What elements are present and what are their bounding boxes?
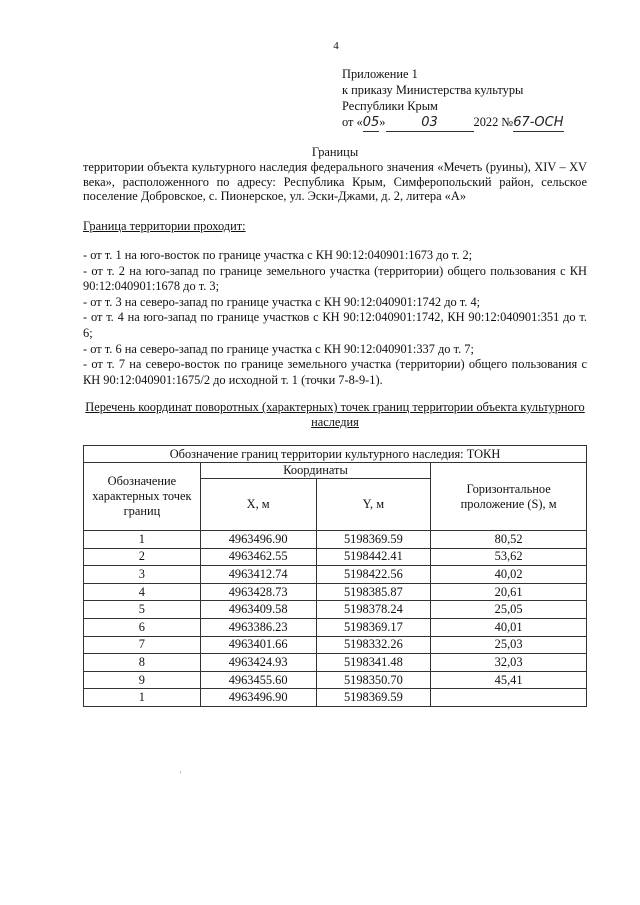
cell-x: 4963401.66 [200,636,316,654]
date-prefix: от « [342,115,363,129]
table-row [84,566,587,584]
coordinates-table [83,445,587,707]
cell-point: 7 [84,636,201,654]
coordinates-heading: Перечень координат поворотных (характерных) точек границ территории объекта культурного наследия [85,400,585,429]
handwritten-month: 03 [386,115,474,132]
list-item: - от т. 1 на юго-восток по границе участка с КН 90:12:040901:1673 до т. 2; [83,248,473,262]
table-row [84,654,587,672]
boundary-list [83,248,587,388]
cell-point: 2 [84,548,201,566]
cell-y: 5198332.26 [316,636,431,654]
table-row [84,689,587,707]
cell-distance [431,689,587,707]
cell-y: 5198341.48 [316,654,431,672]
cell-x: 4963496.90 [200,689,316,707]
list-item: - от т. 7 на северо-восток по границе земельного участка (территории) общего пользования с КН 90:12:040901:1675/2 до исходной т. 1 (точки 7-8-9-1). [83,357,587,387]
object-description: территории объекта культурного наследия федерального значения «Мечеть (руины), XIV – XV века», расположенного по адресу: Республика Крым, Симферопольский район, сельское поселение Добровское, с. Пионерское, ул. Эски-Джами, д. 2, литера «А» [83,160,587,204]
cell-distance: 25,05 [431,601,587,619]
cell-x: 4963409.58 [200,601,316,619]
scan-mark: ' [180,770,182,779]
appendix-line: к приказу Министерства культуры [342,83,524,97]
appendix-line: Республики Крым [342,99,438,113]
appendix-header [342,66,564,132]
cell-distance: 40,02 [431,566,587,584]
handwritten-day: 05 [362,115,380,130]
cell-x: 4963412.74 [200,566,316,584]
list-item: - от т. 6 на северо-запад по границе участка с КН 90:12:040901:337 до т. 7; [83,341,474,356]
cell-distance: 32,03 [431,654,587,672]
cell-x: 4963386.23 [200,618,316,636]
cell-y: 5198350.70 [316,671,431,689]
page-number: 4 [333,40,339,52]
cell-y: 5198385.87 [316,583,431,601]
boundary-heading: Граница территории проходит: [83,219,246,233]
cell-x: 4963424.93 [200,654,316,672]
document-title: Границы [311,145,359,159]
header-point: Обозначение характерных точек границ [84,463,201,531]
cell-point: 3 [84,566,201,584]
table-row [84,636,587,654]
date-quote: » [379,115,386,129]
cell-point: 1 [84,531,201,549]
cell-y: 5198369.17 [316,618,431,636]
table-row [84,618,587,636]
cell-distance: 53,62 [431,548,587,566]
header-distance: Горизонтальное проложение (S), м [431,463,587,531]
cell-point: 5 [84,601,201,619]
cell-point: 1 [84,689,201,707]
appendix-line: Приложение 1 [342,67,418,81]
cell-point: 4 [84,583,201,601]
table-row [84,548,587,566]
table-row [84,583,587,601]
cell-distance: 40,01 [431,618,587,636]
header-coordinates: Координаты [200,463,430,479]
cell-distance: 25,03 [431,636,587,654]
cell-point: 8 [84,654,201,672]
cell-y: 5198422.56 [316,566,431,584]
cell-x: 4963462.55 [200,548,316,566]
cell-y: 5198378.24 [316,601,431,619]
list-item: - от т. 3 на северо-запад по границе участка с КН 90:12:040901:1742 до т. 4; [83,294,481,309]
cell-x: 4963428.73 [200,583,316,601]
table-row [84,531,587,549]
table-row [84,601,587,619]
handwritten-order-number: 67-ОСН [513,115,564,130]
table-row [84,671,587,689]
header-y: Y, м [316,479,431,531]
list-item: - от т. 2 на юго-запад по границе земельного участка (территории) общего пользования с КН 90:12:040901:1678 до т. 3; [83,263,587,294]
cell-point: 9 [84,671,201,689]
cell-distance: 20,61 [431,583,587,601]
cell-distance: 80,52 [431,531,587,549]
cell-y: 5198442.41 [316,548,431,566]
date-year: 2022 № [473,115,514,129]
cell-y: 5198369.59 [316,531,431,549]
header-x: X, м [200,479,316,531]
table-caption: Обозначение границ территории культурного наследия: ТОКН [84,446,587,463]
appendix-date-line [342,114,564,132]
cell-x: 4963496.90 [200,531,316,549]
list-item: - от т. 4 на юго-запад по границе участков с КН 90:12:040901:1742, КН 90:12:040901:351 до т. 6; [83,310,587,340]
cell-distance: 45,41 [431,671,587,689]
cell-point: 6 [84,618,201,636]
cell-x: 4963455.60 [200,671,316,689]
cell-y: 5198369.59 [316,689,431,707]
